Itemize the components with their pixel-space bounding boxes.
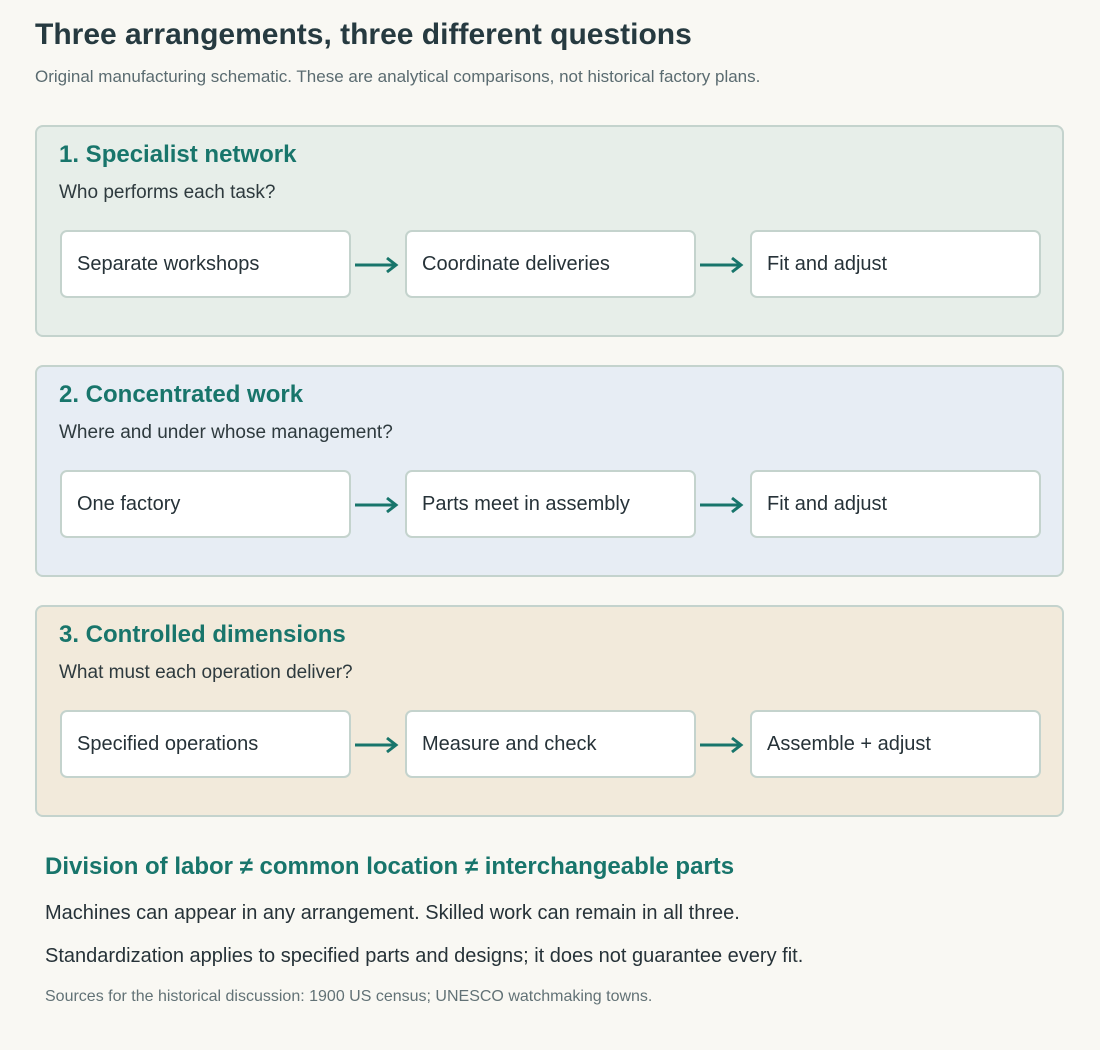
- step-box: [405, 710, 696, 778]
- panel-question: Who performs each task?: [59, 182, 276, 203]
- step-box: [60, 470, 351, 538]
- arrow-right-icon: [353, 733, 401, 757]
- arrow-right-icon: [353, 493, 401, 517]
- summary-line: Standardization applies to specified parts and designs; it does not guarantee every fit.: [45, 945, 804, 967]
- step-label: Specified operations: [77, 732, 259, 755]
- step-box: [750, 470, 1041, 538]
- arrow-right-icon: [353, 253, 401, 277]
- arrow-right-icon: [698, 253, 746, 277]
- arrow-right-icon: [698, 493, 746, 517]
- step-label: One factory: [77, 492, 181, 515]
- step-box: [405, 470, 696, 538]
- arrow-right-icon: [698, 733, 746, 757]
- step-box: [750, 710, 1041, 778]
- step-label: Separate workshops: [77, 252, 260, 275]
- step-label: Coordinate deliveries: [422, 252, 610, 275]
- step-label: Fit and adjust: [767, 252, 888, 275]
- step-box: [405, 230, 696, 298]
- summary-line: Machines can appear in any arrangement. Skilled work can remain in all three.: [45, 902, 740, 924]
- step-label: Assemble + adjust: [767, 732, 931, 755]
- panel-title: 3. Controlled dimensions: [59, 621, 346, 648]
- step-box: [750, 230, 1041, 298]
- step-label: Fit and adjust: [767, 492, 888, 515]
- panel-specialist-network: [35, 125, 1064, 337]
- panel-controlled-dimensions: [35, 605, 1064, 817]
- panel-question: What must each operation deliver?: [59, 662, 353, 683]
- page-title: Three arrangements, three different questions: [35, 18, 692, 51]
- panel-concentrated-work: [35, 365, 1064, 577]
- panel-question: Where and under whose management?: [59, 422, 393, 443]
- panel-title: 2. Concentrated work: [59, 381, 304, 408]
- page-subtitle: Original manufacturing schematic. These are analytical comparisons, not historical factory plans.: [35, 67, 761, 86]
- step-box: [60, 230, 351, 298]
- panel-title: 1. Specialist network: [59, 141, 297, 168]
- step-box: [60, 710, 351, 778]
- sources-note: Sources for the historical discussion: 1900 US census; UNESCO watchmaking towns.: [45, 988, 653, 1005]
- step-label: Measure and check: [422, 732, 597, 755]
- step-label: Parts meet in assembly: [422, 492, 630, 515]
- summary-title: Division of labor ≠ common location ≠ interchangeable parts: [45, 853, 735, 880]
